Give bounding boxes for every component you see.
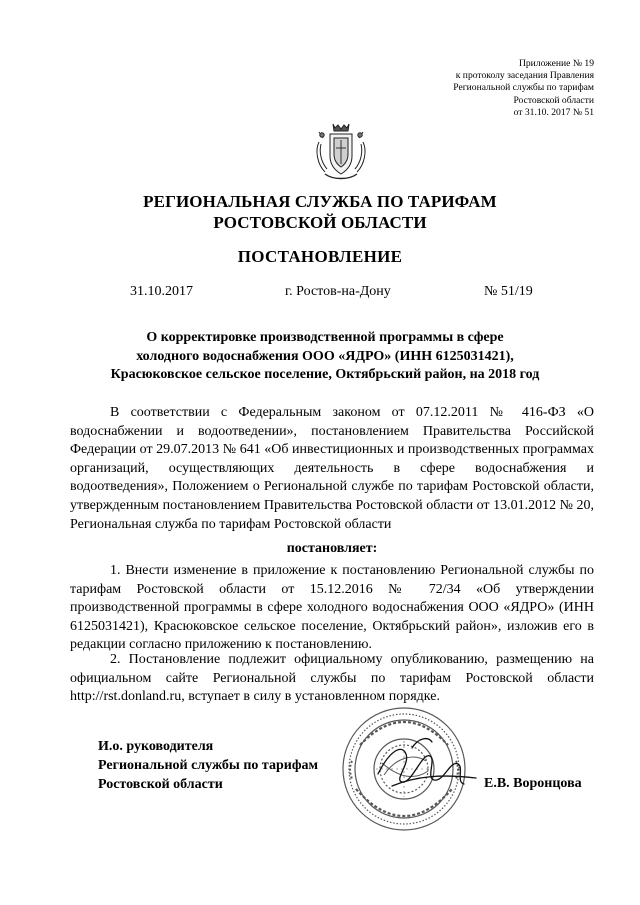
document-subject [60, 329, 590, 385]
decree-word: постановляет: [286, 541, 378, 556]
decree-item-1: 1. Внести изменение в приложение к постановлению Региональной службы по тарифам Ростовской области от 15.12.2016 № 72/34 «Об утверждении производственной программы в сфере холодного водоснабжения ООО «ЯДРО» (ИНН 6125031421), Красюковское сельское поселение, Октябрьский район», изложив его в редакции согласно приложению к постановлению. [70, 563, 594, 653]
coat-of-arms-icon [313, 120, 369, 184]
position-line: И.о. руководителя [98, 739, 214, 754]
position-line: Региональной службы по тарифам [98, 757, 319, 773]
decree-item-2: 2. Постановление подлежит официальному опубликованию, размещению на официальном сайте Региональной службы по тарифам Ростовской области http://rst.donland.ru, вступает в силу в установленном порядке. [70, 652, 594, 705]
signer-name: Е.В. Воронцова [484, 776, 582, 791]
position-line: Ростовской области [98, 776, 223, 792]
annex-line: Приложение № 19 [518, 58, 594, 69]
annex-line: Ростовской области [513, 94, 594, 106]
subject-line: О корректировке производственной программы в сфере [146, 330, 504, 345]
subject-line: холодного водоснабжения ООО «ЯДРО» (ИНН 6125031421), [136, 348, 514, 364]
annex-line: к протоколу заседания Правления [455, 70, 594, 82]
annex-note [374, 58, 594, 119]
document-date: 31.10.2017 [130, 284, 193, 299]
subject-line: Красюковское сельское поселение, Октябрьский район, на 2018 год [110, 367, 540, 382]
organization-title-line: РЕГИОНАЛЬНАЯ СЛУЖБА ПО ТАРИФАМ [143, 192, 497, 211]
document-type: ПОСТАНОВЛЕНИЕ [237, 247, 403, 266]
handwritten-signature-icon [372, 730, 482, 800]
organization-title-line: РОСТОВСКОЙ ОБЛАСТИ [213, 213, 427, 232]
document-city: г. Ростов-на-Дону [285, 284, 391, 299]
signature-position [98, 738, 318, 794]
preamble-paragraph: В соответствии с Федеральным законом от 07.12.2011 № 416-ФЗ «О водоснабжении и водоотведении», постановлением Правительства Российской Федерации от 29.07.2013 № 641 «Об инвестиционных и производственных программах организаций, осуществляющих деятельность в сфере водоснабжения и водоотведения», Положением о Региональной службе по тарифам Ростовской области, утвержденным постановлением Правительства Ростовской области от 13.01.2012 № 20, Региональная служба по тарифам Ростовской области [70, 405, 594, 532]
annex-line: Региональной службы по тарифам [453, 82, 594, 94]
annex-line: от 31.10. 2017 № 51 [513, 106, 594, 118]
organization-title [0, 191, 640, 233]
document-number: № 51/19 [484, 284, 533, 299]
